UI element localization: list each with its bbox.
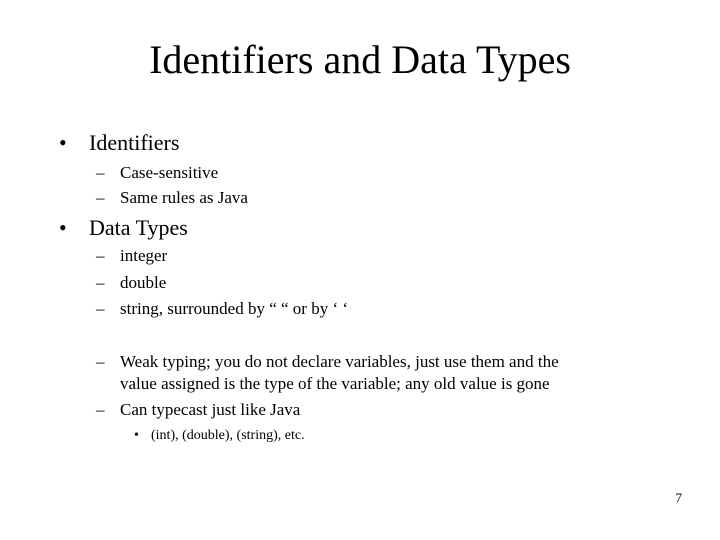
sub-item (96, 299, 349, 319)
sub-item-text: Same rules as Java (120, 188, 248, 207)
sub-item (96, 163, 219, 183)
sub-item (96, 188, 248, 208)
note-weak-typing-continued (120, 374, 550, 394)
typecast-examples (134, 427, 305, 444)
sub-item-text: string, surrounded by “ “ or by ‘ ‘ (120, 299, 349, 318)
bullet-marker: • (134, 428, 139, 443)
dash-marker: – (96, 299, 105, 318)
dash-marker: – (96, 163, 105, 182)
sub-item (96, 246, 168, 266)
note-weak-typing (96, 352, 559, 372)
bullet-data-types (59, 215, 188, 241)
typecast-examples-text: (int), (double), (string), etc. (151, 428, 305, 443)
bullet-marker: • (59, 130, 67, 155)
note-typecast (96, 400, 301, 420)
note-line: value assigned is the type of the variable; any old value is gone (120, 374, 550, 393)
dash-marker: – (96, 273, 105, 292)
sub-item-text: double (120, 273, 167, 292)
dash-marker: – (96, 246, 105, 265)
bullet-heading: Data Types (89, 215, 188, 240)
dash-marker: – (96, 400, 105, 419)
dash-marker: – (96, 352, 105, 371)
bullet-identifiers (59, 130, 180, 156)
sub-item (96, 273, 167, 293)
bullet-heading: Identifiers (89, 130, 180, 155)
slide-title: Identifiers and Data Types (149, 37, 571, 82)
sub-item-text: integer (120, 246, 168, 265)
dash-marker: – (96, 188, 105, 207)
page-number: 7 (675, 490, 682, 505)
bullet-marker: • (59, 215, 67, 240)
sub-item-text: Case-sensitive (120, 163, 219, 182)
note-line: Weak typing; you do not declare variables, just use them and the (120, 352, 559, 371)
note-line: Can typecast just like Java (120, 400, 301, 419)
